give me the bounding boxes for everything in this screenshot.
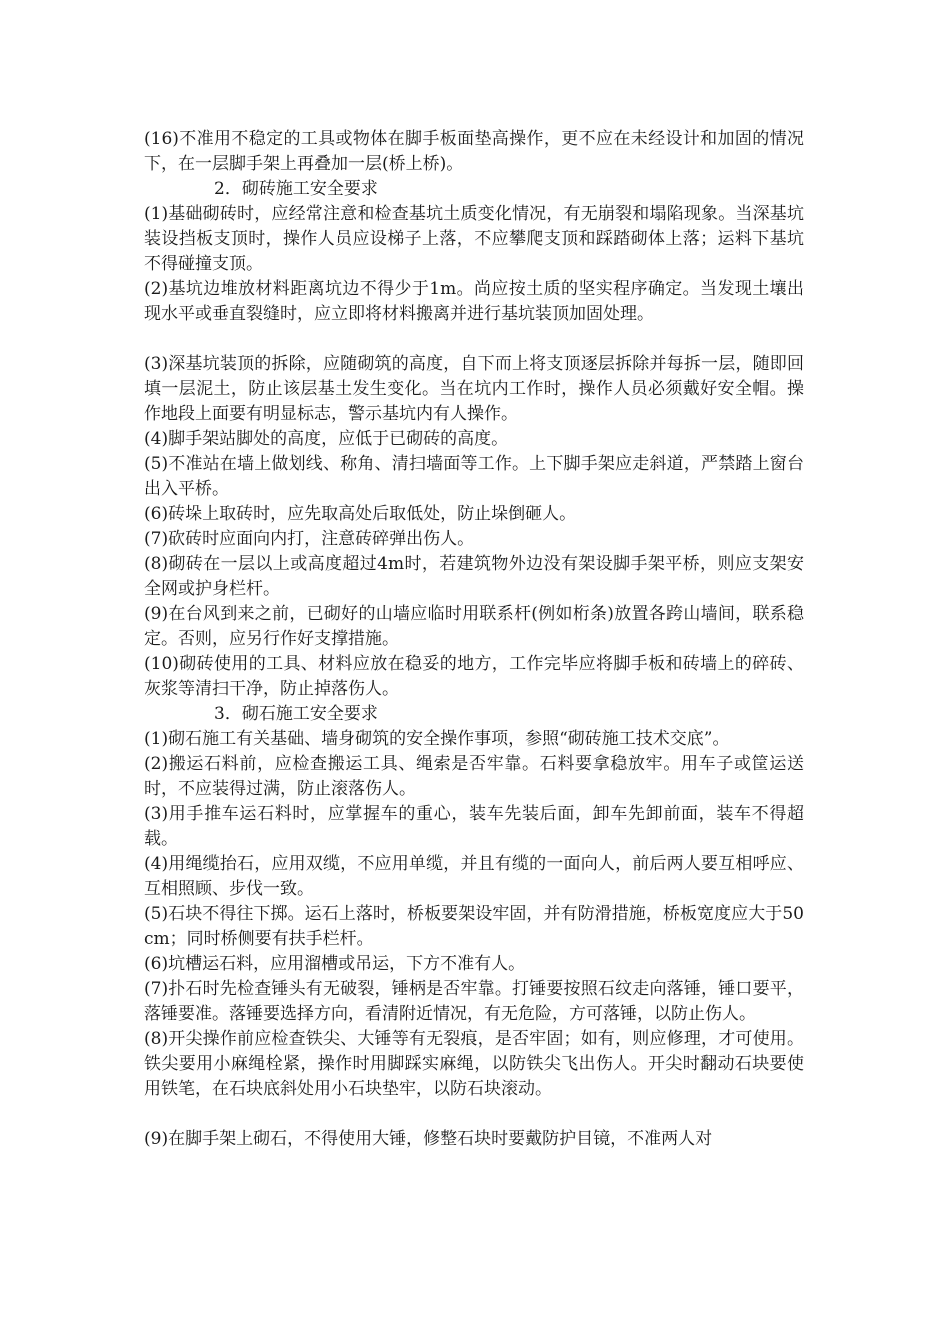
paragraph: (7)扑石时先检查锤头有无破裂，锤柄是否牢靠。打锤要按照石纹走向落锤，锤口要平，落锤要准。落锤要选择方向，看清附近情况，有无危险，方可落锤，以防止伤人。 — [144, 979, 804, 1024]
paragraph: (5)不准站在墙上做划线、称角、清扫墙面等工作。上下脚手架应走斜道，严禁踏上窗台出入平桥。 — [144, 454, 804, 499]
section-heading: 3．砌石施工安全要求 — [214, 704, 378, 724]
paragraph: (5)石块不得往下掷。运石上落时，桥板要架设牢固，并有防滑措施，桥板宽度应大于50cm；同时桥侧要有扶手栏杆。 — [144, 904, 804, 949]
paragraph: (1)砌石施工有关基础、墙身砌筑的安全操作事项，参照“砌砖施工技术交底”。 — [144, 729, 730, 749]
document-page — [144, 127, 804, 1152]
paragraph: (4)脚手架站脚处的高度，应低于已砌砖的高度。 — [144, 429, 509, 449]
paragraph: (6)砖垛上取砖时，应先取高处后取低处，防止垛倒砸人。 — [144, 504, 577, 524]
paragraph: (9)在脚手架上砌石，不得使用大锤，修整石块时要戴防护目镜，不准两人对 — [144, 1129, 713, 1149]
paragraph: (2)搬运石料前，应检查搬运工具、绳索是否牢靠。石料要拿稳放牢。用车子或筐运送时，不应装得过满，防止滚落伤人。 — [144, 754, 804, 799]
paragraph: (3)深基坑装顶的拆除，应随砌筑的高度，自下而上将支顶逐层拆除并每拆一层，随即回填一层泥土，防止该层基土发生变化。当在坑内工作时，操作人员必须戴好安全帽。操作地段上面要有明显标志，警示基坑内有人操作。 — [144, 354, 804, 424]
paragraph: (7)砍砖时应面向内打，注意砖碎弹出伤人。 — [144, 529, 475, 549]
paragraph: (10)砌砖使用的工具、材料应放在稳妥的地方，工作完毕应将脚手板和砖墙上的碎砖、灰浆等清扫干净，防止掉落伤人。 — [144, 654, 804, 699]
paragraph: (2)基坑边堆放材料距离坑边不得少于1m。尚应按土质的坚实程序确定。当发现土壤出现水平或垂直裂缝时，应立即将材料搬离并进行基坑装顶加固处理。 — [144, 279, 804, 324]
paragraph: (3)用手推车运石料时，应掌握车的重心，装车先装后面，卸车先卸前面，装车不得超载。 — [144, 804, 804, 849]
paragraph: (8)砌砖在一层以上或高度超过4m时，若建筑物外边没有架设脚手架平桥，则应支架安全网或护身栏杆。 — [144, 554, 804, 599]
paragraph: (16)不准用不稳定的工具或物体在脚手板面垫高操作，更不应在未经设计和加固的情况下，在一层脚手架上再叠加一层(桥上桥)。 — [144, 129, 804, 174]
paragraph: (6)坑槽运石料，应用溜槽或吊运，下方不准有人。 — [144, 954, 526, 974]
paragraph: (8)开尖操作前应检查铁尖、大锤等有无裂痕，是否牢固；如有，则应修理，才可使用。铁尖要用小麻绳栓紧，操作时用脚踩实麻绳，以防铁尖飞出伤人。开尖时翻动石块要使用铁笔，在石块底斜处用小石块垫牢，以防石块滚动。 — [144, 1029, 804, 1099]
paragraph: (4)用绳缆抬石，应用双缆，不应用单缆，并且有缆的一面向人，前后两人要互相呼应、互相照顾、步伐一致。 — [144, 854, 804, 899]
section-heading: 2．砌砖施工安全要求 — [214, 179, 378, 199]
paragraph: (1)基础砌砖时，应经常注意和检查基坑土质变化情况，有无崩裂和塌陷现象。当深基坑装设挡板支顶时，操作人员应设梯子上落，不应攀爬支顶和踩踏砌体上落；运料下基坑不得碰撞支顶。 — [144, 204, 804, 274]
paragraph: (9)在台风到来之前，已砌好的山墙应临时用联系杆(例如桁条)放置各跨山墙间，联系稳定。否则，应另行作好支撑措施。 — [144, 604, 804, 649]
